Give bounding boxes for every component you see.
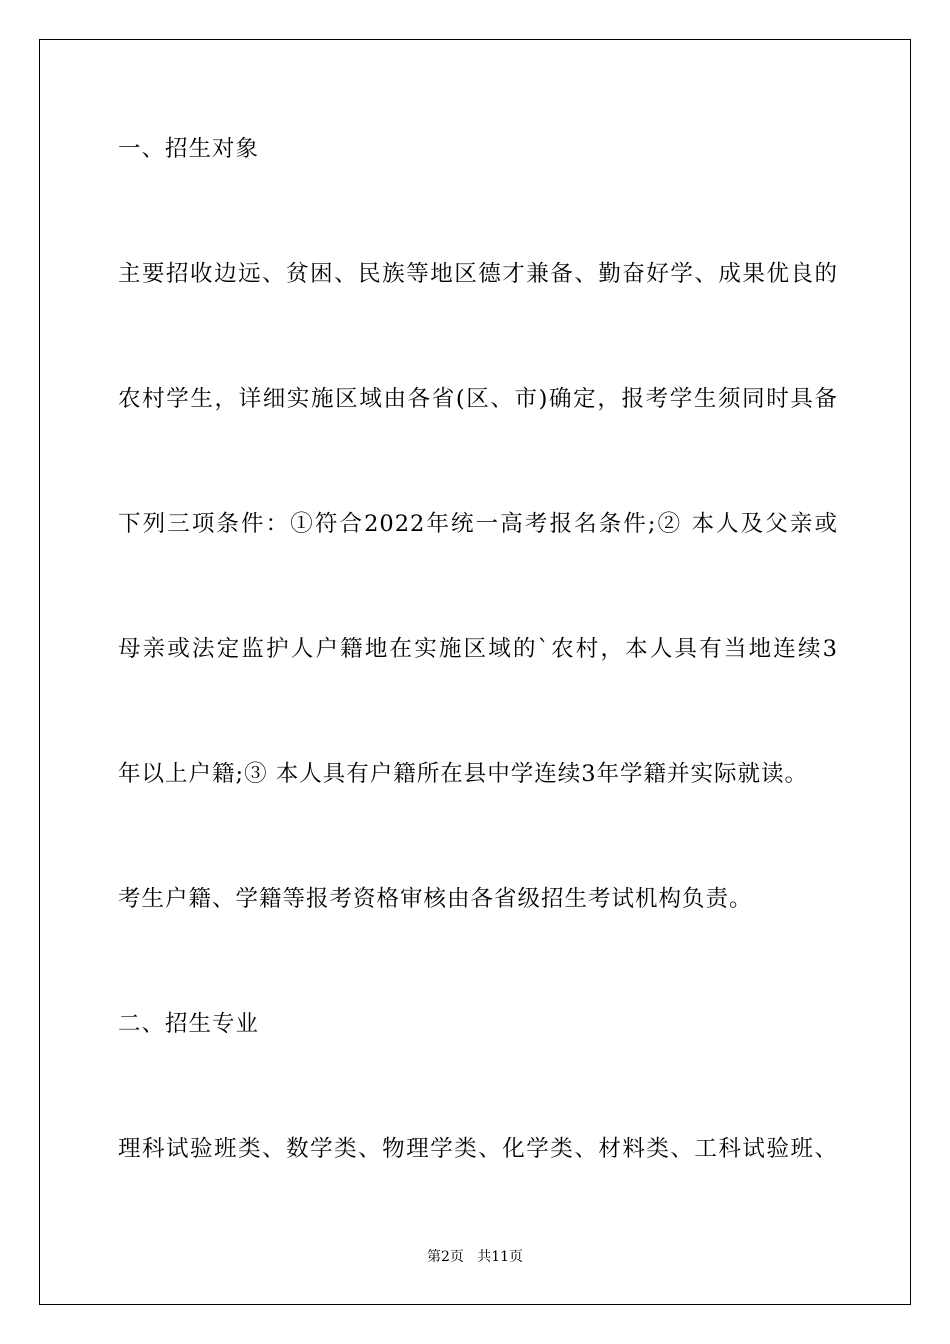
paragraph-line: 农村学生，详细实施区域由各省(区、市)确定，报考学生须同时具备 <box>118 386 838 412</box>
paragraph-line: 理科试验班类、数学类、物理学类、化学类、材料类、工科试验班、 <box>118 1136 838 1162</box>
section-heading-majors: 二、招生专业 <box>118 1011 260 1037</box>
page-border <box>39 39 911 1305</box>
paragraph-line: 母亲或法定监护人户籍地在实施区域的`农村，本人具有当地连续3 <box>118 636 838 662</box>
paragraph-line: 下列三项条件：①符合2022年统一高考报名条件;② 本人及父亲或 <box>118 511 838 537</box>
section-heading-enrollment-target: 一、招生对象 <box>118 136 260 162</box>
paragraph-line: 年以上户籍;③ 本人具有户籍所在县中学连续3年学籍并实际就读。 <box>118 761 809 787</box>
paragraph-line: 考生户籍、学籍等报考资格审核由各省级招生考试机构负责。 <box>118 886 753 912</box>
paragraph-line: 主要招收边远、贫困、民族等地区德才兼备、勤奋好学、成果优良的 <box>118 261 838 287</box>
page-number-footer: 第2页 共11页 <box>426 1249 524 1265</box>
